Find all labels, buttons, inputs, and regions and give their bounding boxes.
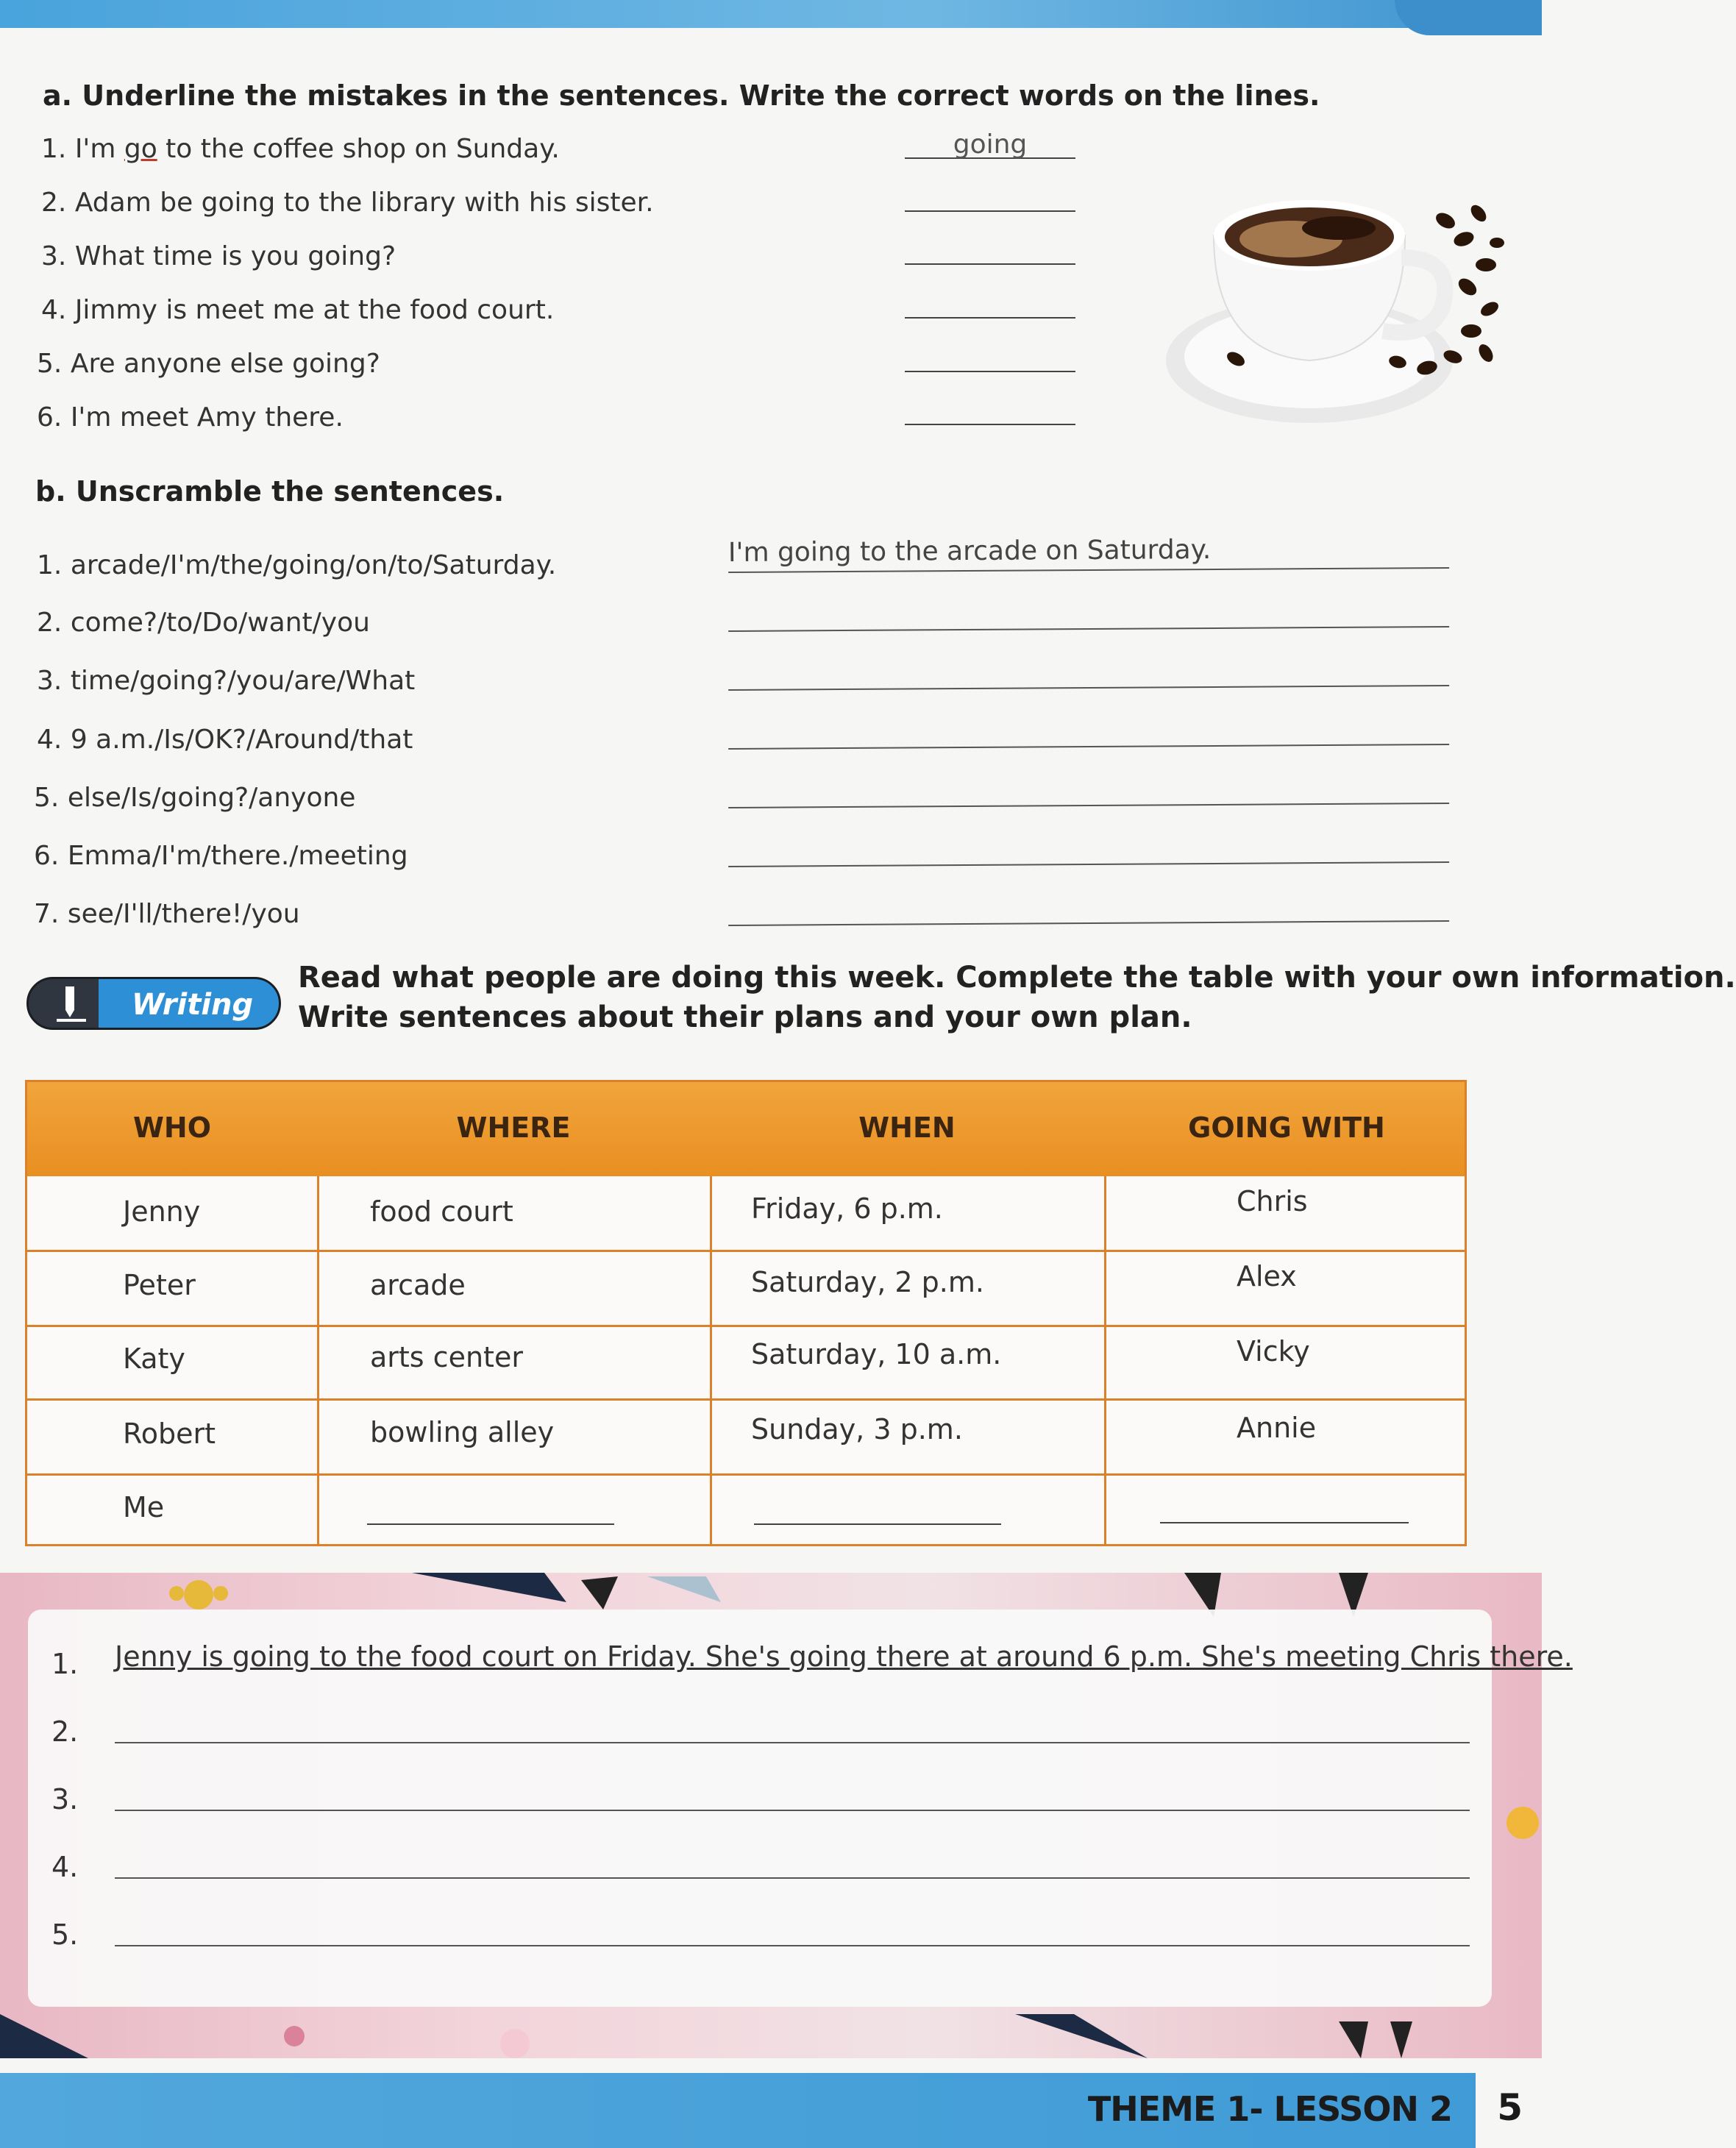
page-number: 5 — [1497, 2086, 1523, 2129]
writing-instruction-line-2: Write sentences about their plans and your own plan. — [298, 1000, 1192, 1034]
answer-field[interactable] — [905, 289, 1075, 319]
section-b-heading: b. Unscramble the sentences. — [35, 475, 505, 508]
row-divider — [27, 1473, 1465, 1476]
underlined-mistake: go — [124, 134, 157, 164]
cell-when: Saturday, 10 a.m. — [751, 1338, 1002, 1370]
sentence-line[interactable]: Jenny is going to the food court on Friday. She's going there at around 6 p.m. She's meeting Chris there. — [115, 1640, 1573, 1673]
cell-going-with: Alex — [1237, 1260, 1297, 1292]
cell-when: Saturday, 2 p.m. — [751, 1266, 984, 1298]
theme-lesson-label: THEME 1- LESSON 2 — [1087, 2089, 1452, 2129]
blank-where-field[interactable] — [367, 1523, 614, 1525]
answer-field[interactable]: I'm going to the arcade on Saturday. — [728, 533, 1449, 573]
cell-where: bowling alley — [370, 1416, 555, 1448]
list-item: 3. time/going?/you/are/What — [37, 666, 416, 696]
answer-field[interactable] — [905, 182, 1075, 212]
sentence-number: 5. — [51, 1918, 79, 1951]
list-item: 6. Emma/I'm/there./meeting — [34, 841, 408, 871]
answer-field[interactable] — [905, 235, 1075, 265]
table-header — [27, 1082, 1465, 1176]
answer-field[interactable] — [728, 828, 1449, 867]
cell-where: arcade — [370, 1269, 466, 1301]
answer-field[interactable]: going — [905, 129, 1075, 159]
answer-field[interactable] — [728, 651, 1449, 691]
floral-writing-panel — [0, 1573, 1573, 2058]
page-footer — [0, 2073, 1542, 2148]
coffee-cup-illustration — [1162, 169, 1501, 449]
list-item: 5. else/Is/going?/anyone — [34, 783, 356, 813]
answer-field[interactable] — [728, 710, 1449, 750]
row-divider — [27, 1250, 1465, 1252]
row-divider — [27, 1398, 1465, 1401]
leaf-decoration-icon — [0, 2014, 1542, 2058]
row-divider — [27, 1325, 1465, 1327]
cell-going-with: Chris — [1237, 1185, 1308, 1217]
sentence-number: 4. — [51, 1851, 79, 1883]
answer-field[interactable] — [728, 886, 1449, 926]
top-color-band — [0, 0, 1542, 28]
cell-where: arts center — [370, 1341, 523, 1373]
cell-when: Sunday, 3 p.m. — [751, 1413, 963, 1445]
column-header-when: WHEN — [858, 1112, 956, 1144]
answer-field[interactable] — [728, 769, 1449, 808]
blank-when-field[interactable] — [754, 1523, 1001, 1525]
column-divider — [1104, 1176, 1106, 1546]
answer-field[interactable] — [905, 343, 1075, 372]
cell-who: Jenny — [123, 1195, 201, 1228]
cell-where: food court — [370, 1195, 513, 1228]
plans-table — [25, 1080, 1467, 1546]
list-item: 2. Adam be going to the library with his sister. — [41, 188, 654, 218]
cell-going-with: Vicky — [1237, 1335, 1310, 1368]
pencil-icon — [51, 985, 95, 1023]
answer-field[interactable] — [728, 592, 1449, 632]
column-header-going-with: GOING WITH — [1188, 1112, 1385, 1144]
sentence-line[interactable] — [115, 1776, 1470, 1811]
cell-when: Friday, 6 p.m. — [751, 1192, 943, 1225]
sentences-panel — [28, 1610, 1573, 2007]
column-divider — [710, 1176, 712, 1546]
blank-going-with-field[interactable] — [1160, 1522, 1409, 1523]
writing-label: Writing — [132, 988, 254, 1022]
cell-who: Peter — [123, 1269, 196, 1301]
column-header-who: WHO — [132, 1112, 212, 1144]
cell-going-with: Annie — [1237, 1412, 1317, 1444]
column-divider — [317, 1176, 319, 1546]
writing-badge — [26, 977, 281, 1030]
cell-who: Katy — [123, 1342, 185, 1375]
answer-field[interactable] — [905, 396, 1075, 425]
sentence-line[interactable] — [115, 1708, 1470, 1743]
flower-decoration-icon — [1501, 1779, 1542, 1867]
list-item: 1. I'm go to the coffee shop on Sunday. — [41, 134, 560, 164]
cell-who: Me — [123, 1491, 165, 1523]
column-header-where: WHERE — [456, 1112, 571, 1144]
list-item: 1. arcade/I'm/the/going/on/to/Saturday. — [37, 550, 557, 580]
list-item: 4. 9 a.m./Is/OK?/Around/that — [37, 725, 413, 755]
list-item: 5. Are anyone else going? — [37, 349, 380, 379]
list-item: 4. Jimmy is meet me at the food court. — [41, 295, 555, 325]
sentence-number: 1. — [51, 1648, 79, 1680]
list-item: 7. see/I'll/there!/you — [34, 899, 300, 929]
cell-who: Robert — [123, 1418, 216, 1450]
sentence-line[interactable] — [115, 1911, 1470, 1946]
list-item: 6. I'm meet Amy there. — [37, 402, 344, 433]
writing-instruction-line-1: Read what people are doing this week. Complete the table with your own information. — [298, 961, 1736, 995]
section-a-heading: a. Underline the mistakes in the sentences. Write the correct words on the lines. — [43, 79, 1320, 112]
sentence-line[interactable] — [115, 1843, 1470, 1879]
list-item: 3. What time is you going? — [41, 241, 396, 271]
list-item: 2. come?/to/Do/want/you — [37, 608, 370, 638]
sentence-number: 2. — [51, 1715, 79, 1748]
sentence-number: 3. — [51, 1783, 79, 1816]
